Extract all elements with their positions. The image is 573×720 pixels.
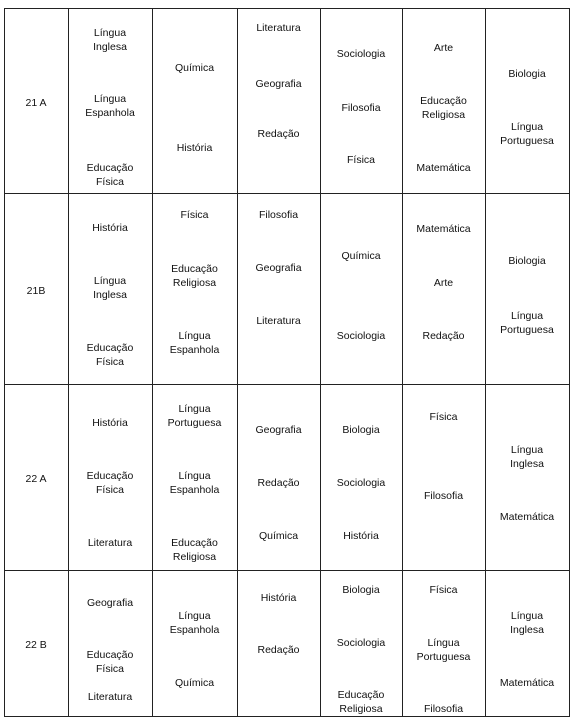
subject-entry: Educação Religiosa bbox=[420, 95, 467, 121]
subject-entry: Matemática bbox=[416, 162, 471, 174]
table-row-border bbox=[4, 570, 570, 571]
subject-entry: Língua Portuguesa bbox=[500, 121, 554, 147]
subject-entry: Literatura bbox=[87, 691, 133, 703]
table-column-border bbox=[237, 8, 238, 716]
subject-entry: Educação Física bbox=[86, 470, 134, 496]
subject-entry: Educação Física bbox=[86, 162, 134, 188]
subject-entry: Língua Portuguesa bbox=[167, 403, 222, 429]
subject-entry: Arte bbox=[433, 277, 454, 289]
table-column-border bbox=[320, 8, 321, 716]
subject-entry: Biologia bbox=[508, 255, 546, 267]
table-row-border bbox=[4, 8, 570, 9]
subject-entry: Educação Física bbox=[86, 649, 134, 675]
subject-entry: Geografia bbox=[255, 424, 302, 436]
subject-entry: História bbox=[343, 530, 379, 542]
subject-entry: Língua Inglesa bbox=[93, 27, 127, 53]
class-label: 21B bbox=[26, 284, 46, 297]
subject-entry: Filosofia bbox=[423, 703, 464, 715]
table-column-border bbox=[485, 8, 486, 716]
subject-entry: Arte bbox=[433, 42, 454, 54]
table-column-border bbox=[152, 8, 153, 716]
subject-entry: Sociologia bbox=[336, 48, 386, 60]
subject-entry: Literatura bbox=[256, 22, 301, 34]
subject-entry: Redação bbox=[257, 128, 300, 140]
subject-entry: Redação bbox=[422, 330, 465, 342]
subject-entry: Filosofia bbox=[258, 209, 299, 221]
subject-entry: Sociologia bbox=[336, 477, 386, 489]
subject-entry: Redação bbox=[257, 477, 300, 489]
subject-entry: Filosofia bbox=[423, 490, 464, 502]
subject-entry: História bbox=[92, 417, 128, 429]
subject-entry: Química bbox=[174, 62, 215, 74]
subject-entry: Geografia bbox=[255, 78, 302, 90]
subject-entry: Biologia bbox=[342, 584, 380, 596]
subject-entry: Língua Espanhola bbox=[169, 610, 220, 636]
subject-entry: Língua Inglesa bbox=[93, 275, 127, 301]
table-column-border bbox=[402, 8, 403, 716]
subject-entry: Matemática bbox=[499, 511, 555, 523]
subject-entry: Língua Portuguesa bbox=[500, 310, 554, 336]
table-column-border bbox=[68, 8, 69, 716]
table-row-border bbox=[4, 193, 570, 194]
subject-entry: História bbox=[260, 592, 297, 604]
subject-entry: Sociologia bbox=[336, 637, 386, 649]
table-column-border bbox=[4, 8, 5, 716]
subject-entry: Língua Inglesa bbox=[510, 610, 544, 636]
subject-entry: Física bbox=[429, 584, 458, 596]
subject-entry: Educação Religiosa bbox=[337, 689, 385, 715]
subject-entry: Biologia bbox=[342, 424, 380, 436]
subject-entry: Química bbox=[174, 677, 215, 689]
subject-entry: Língua Espanhola bbox=[169, 330, 220, 356]
subject-entry: Filosofia bbox=[341, 102, 381, 114]
subject-entry: Língua Espanhola bbox=[169, 470, 220, 496]
class-label: 22 B bbox=[25, 639, 47, 651]
subject-entry: Geografia bbox=[255, 262, 302, 274]
subject-entry: Biologia bbox=[508, 68, 546, 80]
subject-entry: Educação Física bbox=[86, 342, 134, 368]
subject-entry: Matemática bbox=[499, 677, 555, 689]
subject-entry: História bbox=[176, 142, 213, 154]
subject-entry: Sociologia bbox=[336, 330, 386, 342]
table-row-border bbox=[4, 716, 570, 717]
subject-entry: Química bbox=[258, 530, 299, 542]
subject-entry: Geografia bbox=[86, 597, 134, 609]
subject-entry: História bbox=[92, 222, 128, 234]
table-row-border bbox=[4, 384, 570, 385]
subject-entry: Química bbox=[341, 250, 381, 262]
subject-entry: Educação Religiosa bbox=[171, 263, 218, 289]
subject-entry: Língua Portuguesa bbox=[416, 637, 471, 663]
subject-entry: Literatura bbox=[256, 315, 301, 327]
subject-entry: Física bbox=[429, 411, 458, 423]
subject-entry: Física bbox=[346, 154, 376, 166]
subject-entry: Língua Espanhola bbox=[85, 93, 135, 119]
class-label: 21 A bbox=[25, 96, 47, 109]
subject-entry: Matemática bbox=[416, 223, 471, 235]
table-column-border bbox=[569, 8, 570, 716]
class-label: 22 A bbox=[25, 473, 47, 485]
subject-entry: Redação bbox=[257, 644, 300, 656]
subject-entry: Educação Religiosa bbox=[171, 537, 218, 563]
subject-entry: Física bbox=[180, 209, 209, 221]
subject-entry: Língua Inglesa bbox=[510, 444, 544, 470]
subject-entry: Literatura bbox=[87, 537, 133, 549]
